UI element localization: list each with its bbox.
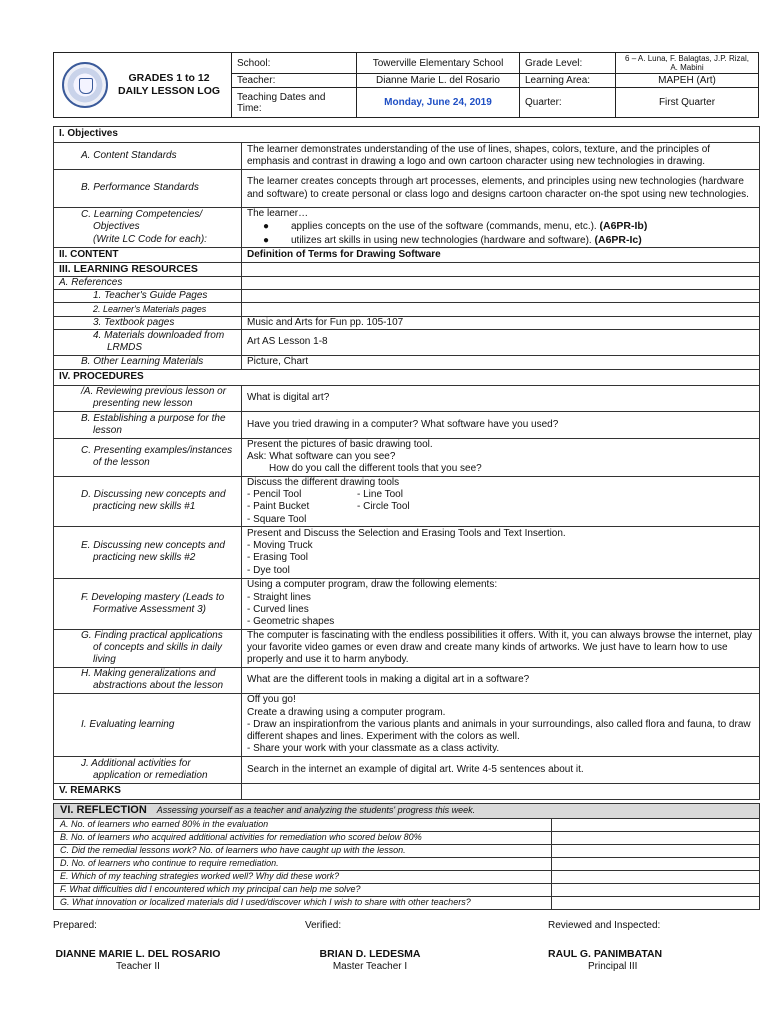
textbook-label: 3. Textbook pages: [54, 316, 242, 329]
table-row: [54, 526, 760, 578]
verified-name: BRIAN D. LEDESMA: [319, 948, 421, 960]
procedure-i-value: Off you go! Create a drawing using a computer program. - Draw an inspirationfrom the various plants and animals in your surroundings, also called flora and fauna, to draw different shapes and lines. Experiment with the colors as well. - Share your work with your classmate as a class activity.: [242, 693, 760, 756]
table-row: [54, 845, 760, 858]
header-info-grid: [232, 53, 758, 117]
table-row: [54, 804, 760, 819]
procedure-d-value: Discuss the different drawing tools - Pencil Tool - Line Tool - Paint Bucket - Circle Tool - Square Tool: [242, 476, 760, 526]
procedure-d-label: D. Discussing new concepts and practicing new skills #1: [54, 476, 242, 526]
table-row: [54, 438, 760, 476]
table-row: [54, 871, 760, 884]
competency-item: ● utilizes art skills in using new technologies (hardware and software). (A6PR-Ic): [263, 233, 642, 246]
procedure-e-value: Present and Discuss the Selection and Erasing Tools and Text Insertion. - Moving Truck - Erasing Tool - Dye tool: [242, 526, 760, 578]
procedure-h-value: What are the different tools in making a digital art in a software?: [242, 667, 760, 693]
procedure-g-value: The computer is fascinating with the endless possibilities it offers. With it, you can always browse the internet, play your favorite video games or even draw and create many kinds of artworks. We just have to learn how to use properly and use it to harm anybody.: [242, 629, 760, 667]
competencies-value: The learner… ● applies concepts on the use of the software (commands, menu, etc.). (A6PR-Ib) ● utilizes art skills in using new technologies (hardware and software). (A6PR-Ic): [242, 208, 760, 248]
procedure-g-label: G. Finding practical applications of concepts and skills in daily living: [54, 629, 242, 667]
lesson-table: [53, 126, 760, 800]
reflection-item: A. No. of learners who earned 80% in the evaluation: [54, 819, 552, 832]
objectives-heading: I. Objectives: [54, 127, 760, 143]
reflection-item: D. No. of learners who continue to require remediation.: [54, 858, 552, 871]
performance-standards-value: The learner creates concepts through art processes, elements, and principles using new technologies (hardware and software) to create personal or class logo and designs cartoon character on-the spot using new technologies.: [242, 170, 760, 208]
area-label: Learning Area:: [520, 74, 616, 88]
procedure-e-label: E. Discussing new concepts and practicing new skills #2: [54, 526, 242, 578]
dates-label: Teaching Dates and Time:: [232, 88, 357, 117]
table-row: [54, 208, 760, 248]
reflection-heading: VI. REFLECTION Assessing yourself as a teacher and analyzing the students' progress this week.: [54, 804, 760, 819]
table-row: [54, 897, 760, 910]
header-title: [114, 72, 224, 98]
lrmds-label: 4. Materials downloaded from LRMDS: [54, 329, 242, 355]
procedures-heading: IV. PROCEDURES: [54, 369, 760, 385]
table-row: [54, 667, 760, 693]
table-row: [54, 263, 760, 277]
competency-item: ● applies concepts on the use of the software (commands, menu, etc.). (A6PR-Ib): [263, 220, 648, 233]
verified-label: Verified:: [305, 920, 342, 931]
table-row: [54, 248, 760, 263]
other-materials-label: B. Other Learning Materials: [54, 355, 242, 369]
content-heading: II. CONTENT: [54, 248, 242, 263]
lrmds-value: Art AS Lesson 1-8: [242, 329, 760, 355]
table-row: [54, 143, 760, 170]
table-row: [54, 819, 760, 832]
table-row: [54, 858, 760, 871]
deped-seal-icon: [62, 62, 108, 108]
procedure-j-value: Search in the internet an example of digital art. Write 4-5 sentences about it.: [242, 756, 760, 783]
lesson-header: [53, 52, 759, 118]
table-row: [54, 127, 760, 143]
reflection-item: F. What difficulties did I encountered which my principal can help me solve?: [54, 884, 552, 897]
table-row: [54, 369, 760, 385]
area-value: MAPEH (Art): [616, 74, 758, 88]
table-row: [54, 783, 760, 799]
reviewed-position: Principal III: [588, 961, 638, 972]
title-line-1: GRADES 1 to 12: [128, 72, 210, 84]
table-row: [54, 303, 760, 316]
lm-label: 2. Learner's Materials pages: [54, 303, 242, 316]
procedure-a-value: What is digital art?: [242, 385, 760, 411]
procedure-b-value: Have you tried drawing in a computer? What software have you used?: [242, 411, 760, 438]
procedure-c-value: Present the pictures of basic drawing tool. Ask: What software can you see? How do you call the different tools that you see?: [242, 438, 760, 476]
resources-heading: III. LEARNING RESOURCES: [54, 263, 242, 277]
procedure-a-label: /A. Reviewing previous lesson or presenting new lesson: [54, 385, 242, 411]
verified-position: Master Teacher I: [332, 961, 408, 972]
tg-label: 1. Teacher's Guide Pages: [54, 290, 242, 303]
content-topic: Definition of Terms for Drawing Software: [242, 248, 760, 263]
reflection-table: [53, 803, 760, 910]
references-label: A. References: [54, 277, 242, 290]
table-row: [54, 884, 760, 897]
content-standards-value: The learner demonstrates understanding of the use of lines, shapes, colors, texture, and the principles of emphasis and contrast in drawing a logo and own cartoon character using new technologies in drawing.: [242, 143, 760, 170]
quarter-label: Quarter:: [520, 88, 616, 117]
table-row: [54, 578, 760, 629]
reviewed-label: Reviewed and Inspected:: [548, 920, 661, 931]
table-row: [54, 693, 760, 756]
table-row: [54, 277, 760, 290]
teacher-label: Teacher:: [232, 74, 357, 88]
table-row: [54, 385, 760, 411]
school-value: Towerville Elementary School: [357, 53, 520, 74]
reflection-item: C. Did the remedial lessons work? No. of learners who have caught up with the lesson.: [54, 845, 552, 858]
table-row: [54, 316, 760, 329]
remarks-value: [242, 783, 760, 799]
textbook-value: Music and Arts for Fun pp. 105-107: [242, 316, 760, 329]
procedure-i-label: I. Evaluating learning: [54, 693, 242, 756]
signature-prepared: [53, 920, 223, 972]
table-row: [54, 355, 760, 369]
table-row: [54, 629, 760, 667]
procedure-b-label: B. Establishing a purpose for the lesson: [54, 411, 242, 438]
teacher-value: Dianne Marie L. del Rosario: [357, 74, 520, 88]
signature-reviewed: [548, 920, 678, 972]
prepared-name: DIANNE MARIE L. DEL ROSARIO: [55, 948, 221, 960]
grade-value: 6 – A. Luna, F. Balagtas, J.P. Rizal, A. Mabini: [616, 53, 758, 74]
table-row: [54, 476, 760, 526]
competencies-label: C. Learning Competencies/ Objectives (Write LC Code for each):: [54, 208, 242, 248]
title-line-2: DAILY LESSON LOG: [117, 85, 221, 97]
dates-value: Monday, June 24, 2019: [357, 88, 520, 117]
signature-verified: [305, 920, 435, 972]
table-row: [54, 329, 760, 355]
procedure-f-value: Using a computer program, draw the following elements: - Straight lines - Curved lines - Geometric shapes: [242, 578, 760, 629]
reflection-item: G. What innovation or localized materials did I used/discover which I wish to share with other teachers?: [54, 897, 552, 910]
header-left: [54, 53, 232, 117]
procedure-f-label: F. Developing mastery (Leads to Formative Assessment 3): [54, 578, 242, 629]
procedure-h-label: H. Making generalizations and abstractions about the lesson: [54, 667, 242, 693]
procedure-j-label: J. Additional activities for application or remediation: [54, 756, 242, 783]
procedure-c-label: C. Presenting examples/instances of the lesson: [54, 438, 242, 476]
quarter-value: First Quarter: [658, 97, 716, 108]
grade-label: Grade Level:: [520, 53, 616, 74]
table-row: [54, 290, 760, 303]
prepared-label: Prepared:: [53, 920, 97, 931]
prepared-position: Teacher II: [116, 961, 160, 972]
other-materials-value: Picture, Chart: [242, 355, 760, 369]
reflection-item: E. Which of my teaching strategies worked well? Why did these work?: [54, 871, 552, 884]
reviewed-name: RAUL G. PANIMBATAN: [548, 948, 663, 960]
school-label: School:: [232, 53, 357, 74]
table-row: [54, 756, 760, 783]
table-row: [54, 411, 760, 438]
reflection-item: B. No. of learners who acquired additional activities for remediation who scored below 80%: [54, 832, 552, 845]
content-standards-label: A. Content Standards: [54, 143, 242, 170]
table-row: [54, 170, 760, 208]
performance-standards-label: B. Performance Standards: [54, 170, 242, 208]
remarks-heading: V. REMARKS: [54, 783, 242, 799]
table-row: [54, 832, 760, 845]
